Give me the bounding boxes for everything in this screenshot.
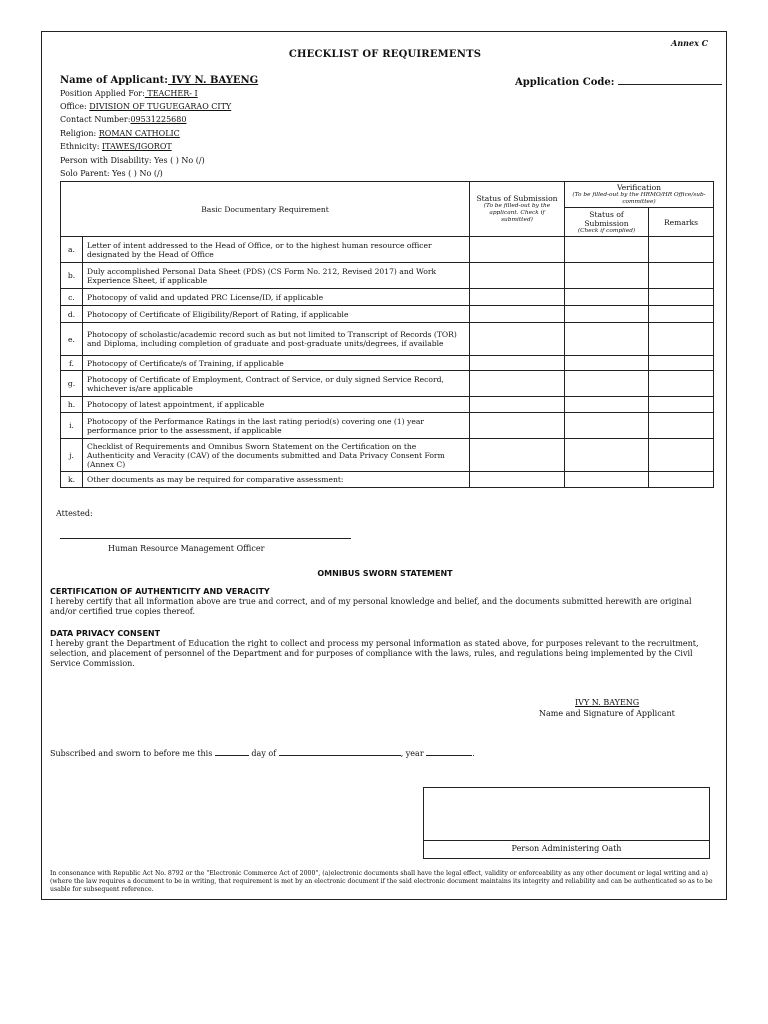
remarks-cell[interactable] xyxy=(649,371,714,397)
ethnicity-row xyxy=(60,142,172,151)
application-code-label: Application Code: xyxy=(515,77,615,88)
row-text: Letter of intent addressed to the Head of Office, or to the highest human resource officer designated by the Head of Office xyxy=(83,237,470,263)
verification-status-cell[interactable] xyxy=(565,356,649,371)
row-text: Checklist of Requirements and Omnibus Sworn Statement on the Certification on the Authenticity and Veracity (CAV) of the documents submitted and Data Privacy Consent Form (Annex C) xyxy=(83,439,470,472)
table-row xyxy=(61,413,714,439)
sworn-statement-row: Subscribed and sworn to before me this day of , year . xyxy=(50,749,475,758)
row-letter: c. xyxy=(61,289,83,306)
row-text: Photocopy of Certificate/s of Training, if applicable xyxy=(83,356,470,371)
footnote: In consonance with Republic Act No. 8792 or the "Electronic Commerce Act of 2000", (a)electronic documents shall have the legal effect, validity or enforceability as any other document or legal writing and a) (where the law requires a document to be in writing, that requirement is met by an electronic document if the said electronic document maintains its integrity and reliability and can be authenticated so as to be usable for subsequent reference. xyxy=(50,870,713,894)
row-text: Duly accomplished Personal Data Sheet (PDS) (CS Form No. 212, Revised 2017) and Work Experience Sheet, if applicable xyxy=(83,263,470,289)
religion-row xyxy=(60,129,180,138)
status-header-note: (To be filled-out by the applicant. Check if submitted) xyxy=(483,203,551,223)
sworn-year-field[interactable] xyxy=(426,747,472,756)
verification-status-cell[interactable] xyxy=(565,439,649,472)
contact-value[interactable]: 09531225680 xyxy=(130,115,187,124)
remarks-cell[interactable] xyxy=(649,289,714,306)
sworn-day-field[interactable] xyxy=(215,747,249,756)
req-header: Basic Documentary Requirement xyxy=(61,182,470,237)
remarks-cell[interactable] xyxy=(649,306,714,323)
office-row xyxy=(60,102,231,111)
verification-status-cell[interactable] xyxy=(565,289,649,306)
applicant-status-cell[interactable] xyxy=(470,289,565,306)
ver-status-header xyxy=(565,208,649,237)
status-header-label: Status of Submission xyxy=(476,194,558,203)
verification-status-cell[interactable] xyxy=(565,472,649,488)
row-letter: h. xyxy=(61,397,83,413)
position-label: Position Applied For: xyxy=(60,89,145,98)
remarks-cell[interactable] xyxy=(649,237,714,263)
remarks-cell[interactable] xyxy=(649,323,714,356)
applicant-status-cell[interactable] xyxy=(470,413,565,439)
checklist-form xyxy=(41,31,727,900)
row-letter: g. xyxy=(61,371,83,397)
privacy-heading: DATA PRIVACY CONSENT xyxy=(50,629,161,638)
applicant-signature-label: Name and Signature of Applicant xyxy=(539,709,675,718)
contact-row xyxy=(60,115,186,124)
row-text: Photocopy of Certificate of Employment, Contract of Service, or duly signed Service Record, whichever is/are applicable xyxy=(83,371,470,397)
applicant-name-label: Name of Applicant: xyxy=(60,75,168,86)
table-row xyxy=(61,371,714,397)
position-row xyxy=(60,89,198,98)
verification-status-cell[interactable] xyxy=(565,263,649,289)
verification-status-cell[interactable] xyxy=(565,306,649,323)
oath-box[interactable] xyxy=(423,787,710,859)
applicant-name-value[interactable]: IVY N. BAYENG xyxy=(168,75,259,86)
row-text: Photocopy of scholastic/academic record such as but not limited to Transcript of Records (TOR) and Diploma, including completion of graduate and post-graduate units/degrees, if available xyxy=(83,323,470,356)
row-letter: f. xyxy=(61,356,83,371)
applicant-status-cell[interactable] xyxy=(470,323,565,356)
privacy-section xyxy=(50,629,720,669)
omnibus-title: OMNIBUS SWORN STATEMENT xyxy=(317,569,453,578)
form-title: CHECKLIST OF REQUIREMENTS xyxy=(288,49,482,60)
applicant-status-cell[interactable] xyxy=(470,356,565,371)
oath-label: Person Administering Oath xyxy=(511,844,622,853)
table-row xyxy=(61,237,714,263)
remarks-cell[interactable] xyxy=(649,397,714,413)
row-letter: e. xyxy=(61,323,83,356)
row-letter: k. xyxy=(61,472,83,488)
sworn-text-2: day of xyxy=(251,749,277,758)
ethnicity-value[interactable]: ITAWES/IGOROT xyxy=(101,142,172,151)
remarks-header: Remarks xyxy=(649,208,714,237)
religion-label: Religion: xyxy=(60,129,97,138)
verification-status-cell[interactable] xyxy=(565,237,649,263)
pwd-row[interactable]: Person with Disability: Yes ( ) No (/) xyxy=(60,156,205,165)
application-code-row xyxy=(515,75,722,88)
remarks-cell[interactable] xyxy=(649,356,714,371)
ver-status-header-note: (Check if complied) xyxy=(577,227,636,234)
row-letter: j. xyxy=(61,439,83,472)
applicant-status-cell[interactable] xyxy=(470,472,565,488)
annex-label: Annex C xyxy=(671,38,708,48)
hrmo-signature-line[interactable] xyxy=(60,538,351,539)
remarks-cell[interactable] xyxy=(649,413,714,439)
status-header xyxy=(470,182,565,237)
verification-status-cell[interactable] xyxy=(565,413,649,439)
verification-status-cell[interactable] xyxy=(565,371,649,397)
privacy-text: I hereby grant the Department of Education the right to collect and process my personal information as stated above, for purposes relevant to the recruitment, selection, and placement of personnel of the Department and for purposes of compliance with the laws, rules, and regulations being implemented by the Civil Service Commission. xyxy=(50,639,699,668)
sworn-text-3: , year xyxy=(400,749,424,758)
verification-header-note: (To be filled-out by the HRMO/HR Office/sub-committee) xyxy=(572,192,706,205)
row-text: Photocopy of valid and updated PRC License/ID, if applicable xyxy=(83,289,470,306)
row-letter: i. xyxy=(61,413,83,439)
row-text: Photocopy of Certificate of Eligibility/Report of Rating, if applicable xyxy=(83,306,470,323)
applicant-status-cell[interactable] xyxy=(470,237,565,263)
applicant-status-cell[interactable] xyxy=(470,397,565,413)
position-value[interactable]: TEACHER- I xyxy=(144,89,198,98)
remarks-cell[interactable] xyxy=(649,439,714,472)
table-row xyxy=(61,472,714,488)
applicant-status-cell[interactable] xyxy=(470,439,565,472)
application-code-field[interactable] xyxy=(618,75,722,85)
table-row xyxy=(61,289,714,306)
contact-label: Contact Number: xyxy=(60,115,131,124)
applicant-status-cell[interactable] xyxy=(470,306,565,323)
table-row xyxy=(61,323,714,356)
oath-signature-line xyxy=(424,840,709,841)
verification-header-label: Verification xyxy=(616,183,662,192)
ver-status-header-label: Status of Submission xyxy=(584,209,629,228)
row-letter: d. xyxy=(61,306,83,323)
verification-status-cell[interactable] xyxy=(565,397,649,413)
ethnicity-label: Ethnicity: xyxy=(60,142,100,151)
applicant-status-cell[interactable] xyxy=(470,371,565,397)
verification-status-cell[interactable] xyxy=(565,323,649,356)
row-text: Photocopy of the Performance Ratings in the last rating period(s) covering one (1) year performance prior to the assessment, if applicable xyxy=(83,413,470,439)
row-text: Photocopy of latest appointment, if applicable xyxy=(83,397,470,413)
verification-header xyxy=(565,182,714,208)
attested-label: Attested: xyxy=(56,509,93,518)
applicant-name-row xyxy=(60,75,258,86)
cav-text: I hereby certify that all information above are true and correct, and of my personal knowledge and belief, and the documents submitted herewith are original and/or certified true copies thereof. xyxy=(50,597,692,616)
table-row xyxy=(61,356,714,371)
applicant-status-cell[interactable] xyxy=(470,263,565,289)
sworn-text-1: Subscribed and sworn to before me this xyxy=(50,749,213,758)
solo-parent-row[interactable]: Solo Parent: Yes ( ) No (/) xyxy=(60,169,163,178)
cav-heading: CERTIFICATION OF AUTHENTICITY AND VERACITY xyxy=(50,587,270,596)
table-row xyxy=(61,397,714,413)
cav-section xyxy=(50,587,720,617)
requirements-table xyxy=(60,181,714,488)
office-label: Office: xyxy=(60,102,87,111)
remarks-cell[interactable] xyxy=(649,472,714,488)
hrmo-label: Human Resource Management Officer xyxy=(108,544,265,553)
table-row xyxy=(61,263,714,289)
religion-value[interactable]: ROMAN CATHOLIC xyxy=(98,129,180,138)
office-value[interactable]: DIVISION OF TUGUEGARAO CITY xyxy=(89,102,232,111)
row-letter: b. xyxy=(61,263,83,289)
row-text: Other documents as may be required for comparative assessment: xyxy=(83,472,470,488)
remarks-cell[interactable] xyxy=(649,263,714,289)
sworn-month-field[interactable] xyxy=(279,747,401,756)
row-letter: a. xyxy=(61,237,83,263)
table-row xyxy=(61,439,714,472)
applicant-signature-name[interactable]: IVY N. BAYENG xyxy=(575,698,640,707)
table-row xyxy=(61,306,714,323)
